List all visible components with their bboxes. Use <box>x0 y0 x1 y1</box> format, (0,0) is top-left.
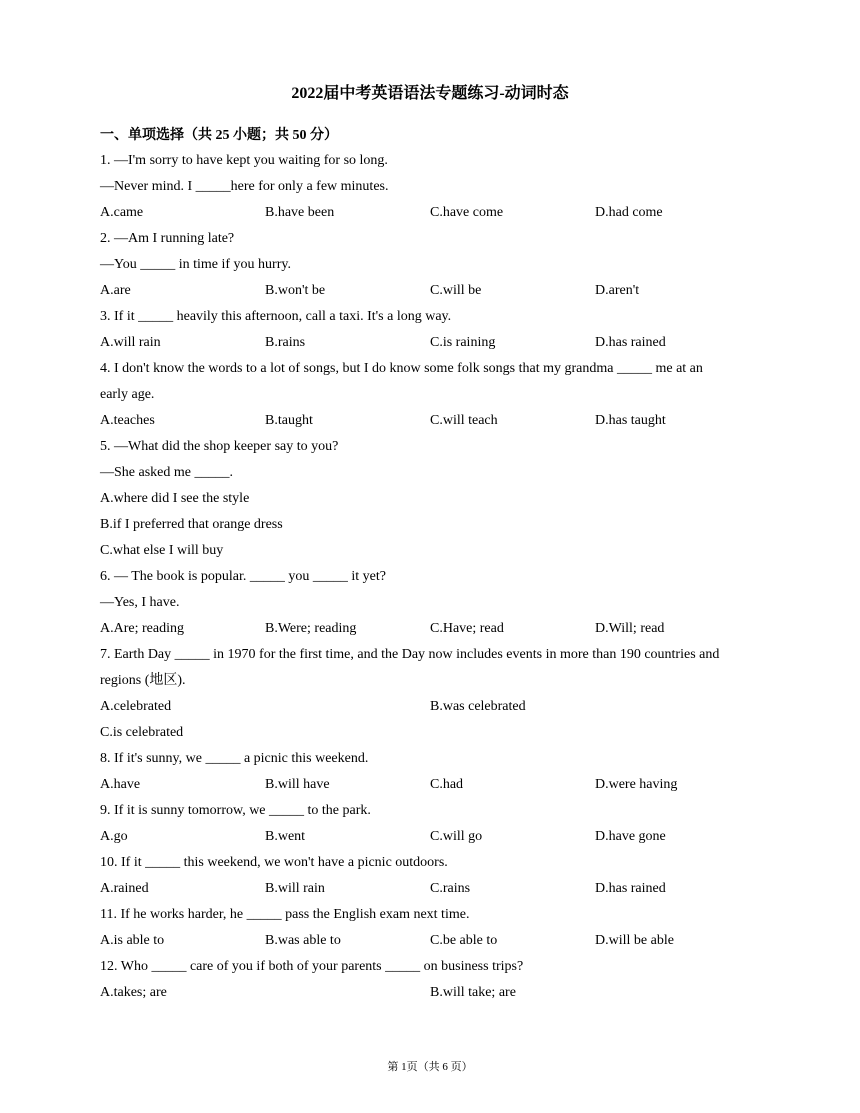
question-text: —Never mind. I _____here for only a few minutes. <box>100 179 389 194</box>
answer-option: B.won't be <box>265 283 326 298</box>
answer-option: A.go <box>100 829 128 844</box>
question-text: 8. If it's sunny, we _____ a picnic this weekend. <box>100 751 369 766</box>
page-title: 2022届中考英语语法专题练习-动词时态 <box>291 85 569 102</box>
question-item <box>100 902 760 954</box>
question-text: 12. Who _____ care of you if both of your parents _____ on business trips? <box>100 959 524 974</box>
question-item <box>100 304 760 356</box>
answer-options <box>100 824 760 850</box>
answer-options <box>100 772 760 798</box>
answer-option: C.will be <box>430 283 482 298</box>
question-text: 3. If it _____ heavily this afternoon, call a taxi. It's a long way. <box>100 309 452 324</box>
answer-options <box>100 330 760 356</box>
answer-option: A.is able to <box>100 933 165 948</box>
question-item <box>100 798 760 850</box>
answer-option: D.Will; read <box>595 621 665 636</box>
answer-options <box>100 694 760 746</box>
question-text: 5. —What did the shop keeper say to you? <box>100 439 339 454</box>
question-text: 7. Earth Day _____ in 1970 for the first time, and the Day now includes events in more than 190 countries and <box>100 647 720 662</box>
page-footer: 第 1页（共 6 页） <box>387 1061 473 1073</box>
answer-option: A.Are; reading <box>100 621 184 636</box>
answer-option: D.had come <box>595 205 663 220</box>
answer-option: D.aren't <box>595 283 640 298</box>
answer-option: D.has taught <box>595 413 666 428</box>
answer-option: B.have been <box>265 205 335 220</box>
question-item <box>100 148 760 226</box>
section-title: 一、单项选择（共 25 小题；共 50 分） <box>100 128 338 143</box>
question-text: 1. —I'm sorry to have kept you waiting for so long. <box>100 153 388 168</box>
answer-option: B.taught <box>265 413 313 428</box>
answer-option: D.has rained <box>595 881 666 896</box>
answer-option: C.rains <box>430 881 471 896</box>
answer-option: C.have come <box>430 205 504 220</box>
answer-option: A.will rain <box>100 335 161 350</box>
question-text: 6. — The book is popular. _____ you _____ it yet? <box>100 569 386 584</box>
answer-option: A.came <box>100 205 144 220</box>
answer-option: D.were having <box>595 777 678 792</box>
answer-option: B.if I preferred that orange dress <box>100 517 283 532</box>
answer-option: C.had <box>430 777 464 792</box>
question-item <box>100 746 760 798</box>
question-text: regions (地区). <box>100 673 186 688</box>
question-text: 10. If it _____ this weekend, we won't have a picnic outdoors. <box>100 855 448 870</box>
answer-option: B.rains <box>265 335 306 350</box>
question-item <box>100 356 760 434</box>
question-text: 9. If it is sunny tomorrow, we _____ to the park. <box>100 803 371 818</box>
answer-options <box>100 616 760 642</box>
answer-option: B.was able to <box>265 933 341 948</box>
question-text: —You _____ in time if you hurry. <box>100 257 291 272</box>
answer-options <box>100 408 760 434</box>
answer-option: A.teaches <box>100 413 155 428</box>
answer-option: C.Have; read <box>430 621 504 636</box>
answer-option: B.will take; are <box>430 985 516 1000</box>
answer-option: A.rained <box>100 881 149 896</box>
answer-option: B.will have <box>265 777 330 792</box>
answer-option: D.will be able <box>595 933 674 948</box>
question-text: 4. I don't know the words to a lot of songs, but I do know some folk songs that my grandma _____ me at an <box>100 361 703 376</box>
question-text: early age. <box>100 387 155 402</box>
answer-options <box>100 928 760 954</box>
answer-option: A.takes; are <box>100 985 167 1000</box>
answer-option: B.was celebrated <box>430 699 526 714</box>
answer-option: A.celebrated <box>100 699 172 714</box>
question-item <box>100 226 760 304</box>
question-list <box>100 148 760 1006</box>
question-item <box>100 564 760 642</box>
answer-option: A.have <box>100 777 141 792</box>
question-item <box>100 642 760 746</box>
answer-option: A.where did I see the style <box>100 491 250 506</box>
answer-options <box>100 876 760 902</box>
answer-option: D.has rained <box>595 335 666 350</box>
question-item <box>100 850 760 902</box>
answer-options <box>100 980 760 1006</box>
answer-option: C.will teach <box>430 413 498 428</box>
answer-options <box>100 278 760 304</box>
question-text: 11. If he works harder, he _____ pass the English exam next time. <box>100 907 470 922</box>
question-text: —Yes, I have. <box>100 595 180 610</box>
question-text: —She asked me _____. <box>100 465 233 480</box>
answer-option: B.went <box>265 829 306 844</box>
answer-option: B.will rain <box>265 881 325 896</box>
question-text: 2. —Am I running late? <box>100 231 235 246</box>
question-item <box>100 434 760 564</box>
answer-options <box>100 200 760 226</box>
answer-option: A.are <box>100 283 131 298</box>
answer-option: C.be able to <box>430 933 498 948</box>
answer-option: C.what else I will buy <box>100 543 224 558</box>
answer-option: C.will go <box>430 829 483 844</box>
answer-option: C.is raining <box>430 335 496 350</box>
answer-options <box>100 486 760 564</box>
answer-option: D.have gone <box>595 829 666 844</box>
answer-option: C.is celebrated <box>100 725 184 740</box>
answer-option: B.Were; reading <box>265 621 357 636</box>
question-item <box>100 954 760 1006</box>
